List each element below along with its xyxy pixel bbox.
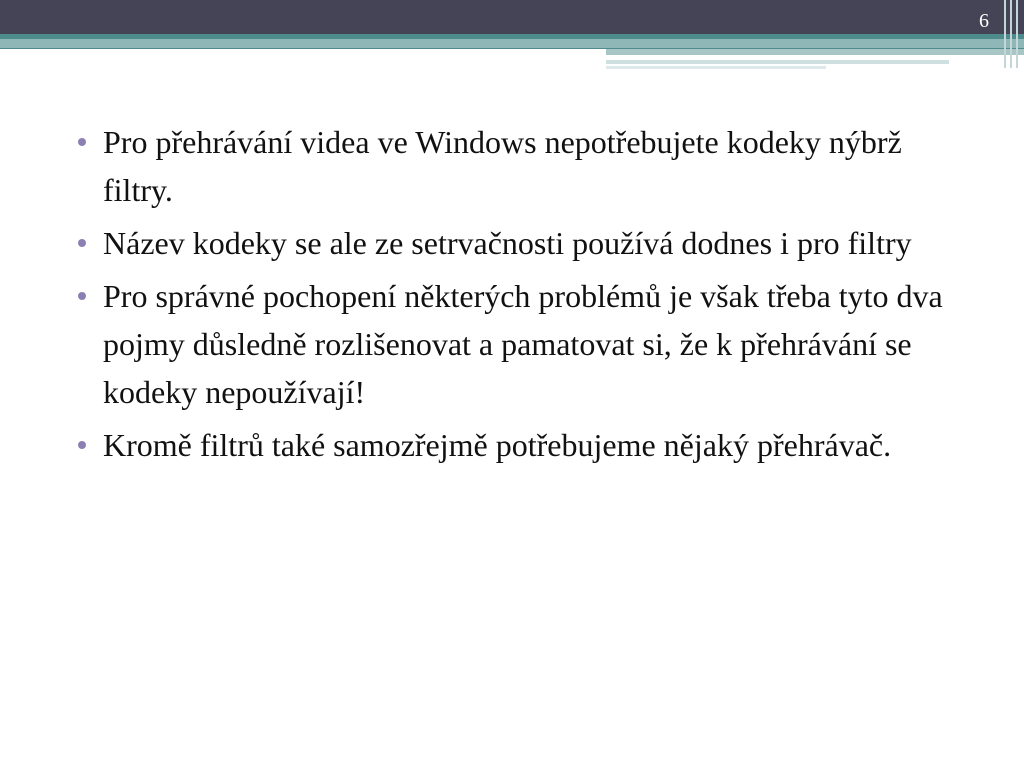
bullet-text: Pro správné pochopení některých problémů je však třeba tyto dva pojmy důsledně rozlišenovat a pamatovat si, že k přehrávání se kodeky nepoužívají! bbox=[103, 278, 943, 410]
decorative-vertical-line bbox=[1010, 0, 1012, 68]
bullet-item bbox=[76, 272, 976, 416]
header-bar bbox=[0, 0, 1024, 34]
decorative-stripe bbox=[606, 60, 949, 64]
slide-number: 6 bbox=[979, 10, 989, 32]
bullet-text: Pro přehrávání videa ve Windows nepotřebujete kodeky nýbrž filtry. bbox=[103, 124, 902, 208]
decorative-stripe bbox=[606, 49, 1024, 55]
header-teal-light-band bbox=[0, 39, 1024, 48]
bullet-list bbox=[76, 118, 976, 469]
bullet-item bbox=[76, 421, 976, 469]
decorative-vertical-line bbox=[1004, 0, 1006, 68]
bullet-text: Název kodeky se ale ze setrvačnosti používá dodnes i pro filtry bbox=[103, 225, 912, 261]
decorative-stripe bbox=[606, 66, 826, 69]
bullet-icon bbox=[78, 138, 86, 146]
bullet-icon bbox=[78, 441, 86, 449]
slide-content bbox=[76, 118, 976, 474]
bullet-icon bbox=[78, 292, 86, 300]
bullet-text: Kromě filtrů také samozřejmě potřebujeme nějaký přehrávač. bbox=[103, 427, 892, 463]
bullet-icon bbox=[78, 239, 86, 247]
bullet-item bbox=[76, 118, 976, 214]
bullet-item bbox=[76, 219, 976, 267]
decorative-vertical-line bbox=[1016, 0, 1018, 68]
